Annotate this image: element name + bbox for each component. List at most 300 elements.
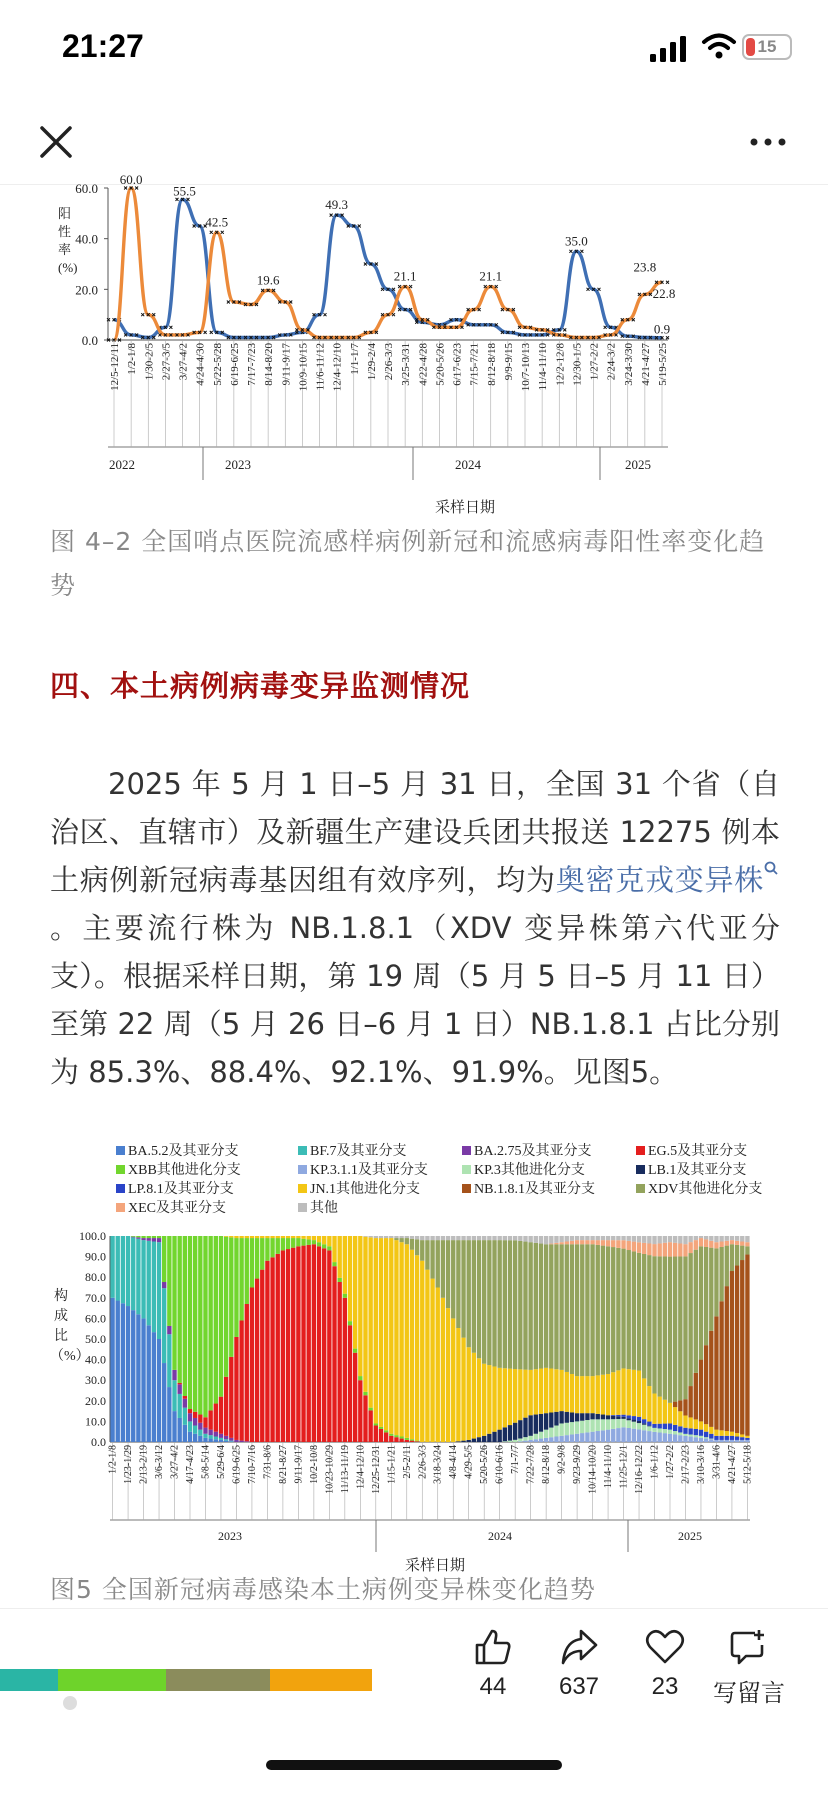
fig2-bar-segment bbox=[575, 1240, 579, 1244]
comment-button[interactable] bbox=[704, 1627, 794, 1708]
fig2-bar-segment bbox=[317, 1236, 321, 1242]
fig2-bar-segment bbox=[167, 1236, 171, 1326]
fig2-xtick-label: 5/12-5/18 bbox=[742, 1445, 754, 1484]
fig2-bar-segment bbox=[224, 1441, 228, 1442]
fig2-bar-segment bbox=[229, 1237, 233, 1356]
fig1-xtick-label: 12/5-12/11 bbox=[109, 343, 121, 391]
fig1-point-marker bbox=[295, 328, 298, 331]
fig2-bar-segment bbox=[415, 1255, 419, 1440]
fig2-bar-segment bbox=[632, 1420, 636, 1422]
fig2-bar-segment bbox=[627, 1250, 631, 1369]
fig1-xtick-label: 4/22-4/28 bbox=[417, 343, 430, 386]
fig2-bar-segment bbox=[719, 1430, 723, 1435]
fig2-bar-segment bbox=[621, 1368, 625, 1414]
fig2-bar-segment bbox=[657, 1243, 661, 1256]
fig2-bar-segment bbox=[384, 1432, 388, 1442]
fig2-bar-segment bbox=[214, 1432, 218, 1437]
fig2-bar-segment bbox=[265, 1261, 269, 1442]
fig2-ytick-label: 10.0 bbox=[85, 1414, 106, 1429]
fig2-bar-segment bbox=[116, 1301, 120, 1442]
fig2-bar-segment bbox=[740, 1241, 744, 1245]
fig2-bar-segment bbox=[544, 1438, 548, 1442]
fig2-bar-segment bbox=[632, 1242, 636, 1252]
fig2-bar-segment bbox=[590, 1244, 594, 1376]
fig2-bar-segment bbox=[281, 1236, 285, 1238]
fig2-bar-segment bbox=[709, 1427, 713, 1434]
fig2-bar-segment bbox=[719, 1440, 723, 1442]
fig2-bar-segment bbox=[688, 1428, 692, 1434]
fig2-bar-segment bbox=[172, 1411, 176, 1442]
fig2-bar-segment bbox=[301, 1246, 305, 1442]
fig2-bar-segment bbox=[621, 1236, 625, 1240]
fig2-bar-segment bbox=[208, 1430, 212, 1435]
battery-icon bbox=[742, 34, 792, 60]
fig2-bar-segment bbox=[704, 1236, 708, 1239]
fig2-bar-segment bbox=[286, 1238, 290, 1249]
article-paragraph bbox=[50, 760, 780, 1096]
fig2-xtick-label: 2/13-2/19 bbox=[138, 1445, 150, 1484]
fig1-point-marker bbox=[409, 285, 412, 288]
fig2-bar-segment bbox=[497, 1430, 501, 1442]
fig2-bar-segment bbox=[152, 1236, 156, 1238]
fig1-point-marker bbox=[563, 328, 566, 331]
fig2-legend-swatch bbox=[116, 1203, 125, 1212]
fig2-bar-segment bbox=[110, 1298, 114, 1442]
fig2-xtick-label: 7/31-8/6 bbox=[262, 1445, 274, 1479]
fig1-caption: 图 4–2 全国哨点医院流感样病例新冠和流感病毒阳性率变化趋势 bbox=[50, 527, 766, 600]
fig2-bar-segment bbox=[368, 1410, 372, 1442]
fig2-bar-segment bbox=[725, 1440, 729, 1442]
fig2-legend-label: LB.1及其亚分支 bbox=[648, 1163, 747, 1178]
fig2-bar-segment bbox=[647, 1244, 651, 1256]
fig2-bar-segment bbox=[363, 1395, 367, 1442]
fig2-bar-segment bbox=[415, 1239, 419, 1255]
fig2-bar-segment bbox=[673, 1236, 677, 1243]
fig2-bar-segment bbox=[245, 1236, 249, 1238]
fig2-bar-segment bbox=[570, 1412, 574, 1422]
fig2-bar-segment bbox=[420, 1261, 424, 1442]
fig2-bar-segment bbox=[590, 1240, 594, 1244]
fig2-bar-segment bbox=[714, 1436, 718, 1440]
fig2-bar-segment bbox=[534, 1236, 538, 1243]
fig2-bar-segment bbox=[193, 1426, 197, 1434]
fig2-bar-segment bbox=[596, 1240, 600, 1245]
fig2-bar-segment bbox=[368, 1408, 372, 1411]
fig2-bar-segment bbox=[203, 1434, 207, 1438]
fig2-xtick-label: 3/27-4/2 bbox=[169, 1445, 181, 1479]
fig2-bar-segment bbox=[745, 1236, 749, 1242]
fig2-xtick-label: 12/4-12/10 bbox=[355, 1445, 367, 1489]
fig2-bar-segment bbox=[147, 1325, 151, 1442]
fig2-bar-segment bbox=[647, 1255, 651, 1386]
fig2-bar-segment bbox=[575, 1236, 579, 1240]
fig1-xtick-label: 12/2-12/8 bbox=[554, 343, 567, 386]
para-text-2: 。主要流行株为 NB.1.8.1（XDV 变异株第六代亚分支）。根据采样日期，第 19 周（5 月 5 日–5 月 11 日）至第 22 周（5 月 26 日–6 月 1 日）NB.1.8.1 占比分别为 85.3%、88.4%、92.1%、91.9%。见图5。 bbox=[50, 911, 780, 1089]
fig2-bar-segment bbox=[673, 1257, 677, 1402]
fig2-xtick-label: 1/15-1/21 bbox=[386, 1445, 398, 1484]
fig2-bar-segment bbox=[683, 1428, 687, 1434]
fig2-xtick-label: 4/29-5/5 bbox=[463, 1445, 475, 1479]
fig2-bar-segment bbox=[518, 1438, 522, 1441]
fig2-ytick-label: 20.0 bbox=[85, 1393, 106, 1408]
fig2-bar-segment bbox=[503, 1240, 507, 1368]
like-button[interactable] bbox=[448, 1627, 538, 1701]
share-icon bbox=[559, 1627, 599, 1667]
fig2-bar-segment bbox=[735, 1266, 739, 1434]
fig2-ytick-label: 100.0 bbox=[79, 1229, 106, 1243]
fig1-xtick-label: 2/24-3/2 bbox=[605, 343, 618, 381]
fig2-bar-segment bbox=[415, 1441, 419, 1442]
fig2-bar-segment bbox=[663, 1433, 667, 1442]
fig2-bar-segment bbox=[399, 1238, 403, 1242]
virus-link[interactable] bbox=[556, 863, 780, 897]
fig2-xtick-label: 11/25-12/1 bbox=[618, 1445, 630, 1489]
fig2-bar-segment bbox=[570, 1244, 574, 1374]
fig2-bar-segment bbox=[735, 1236, 739, 1241]
fig2-bar-segment bbox=[363, 1237, 367, 1392]
fig2-bar-segment bbox=[152, 1332, 156, 1442]
fig2-bar-segment bbox=[239, 1441, 243, 1442]
fig2-bar-segment bbox=[389, 1238, 393, 1434]
fig2-bar-segment bbox=[570, 1241, 574, 1244]
fig2-bar-segment bbox=[147, 1238, 151, 1241]
fig2-bar-segment bbox=[322, 1244, 326, 1248]
fig2-bar-segment bbox=[399, 1439, 403, 1442]
fig1-point-marker bbox=[330, 214, 333, 217]
fig2-bar-segment bbox=[590, 1376, 594, 1413]
fig2-bar-segment bbox=[673, 1243, 677, 1257]
fig2-legend-label: XBB其他进化分支 bbox=[128, 1163, 241, 1178]
fig2-bar-segment bbox=[255, 1238, 259, 1279]
fig1-xtick-label: 1/29-2/4 bbox=[365, 343, 378, 381]
fig2-bar-segment bbox=[745, 1438, 749, 1440]
fig2-bar-segment bbox=[384, 1238, 388, 1430]
fig1-xtick-label: 11/4-11/10 bbox=[537, 343, 550, 391]
fig2-bar-segment bbox=[482, 1364, 486, 1436]
fig2-bar-segment bbox=[652, 1236, 656, 1244]
fig2-bar-segment bbox=[152, 1238, 156, 1241]
fig2-bar-segment bbox=[611, 1236, 615, 1240]
fig2-bar-segment bbox=[637, 1371, 641, 1417]
fig2-bar-segment bbox=[565, 1372, 569, 1412]
fig2-bar-segment bbox=[580, 1413, 584, 1421]
fig2-legend-swatch bbox=[116, 1184, 125, 1193]
variant-composition-chart bbox=[50, 1140, 780, 1580]
fig1-xtick-label: 11/6-11/12 bbox=[314, 343, 327, 391]
fig2-bar-segment bbox=[539, 1439, 543, 1442]
fig2-bar-segment bbox=[193, 1412, 197, 1418]
fig2-bar-segment bbox=[131, 1237, 135, 1310]
fig2-bar-segment bbox=[709, 1331, 713, 1427]
fig2-bar-segment bbox=[436, 1288, 440, 1443]
fig2-bar-segment bbox=[451, 1236, 455, 1240]
fig2-bar-segment bbox=[627, 1420, 631, 1428]
fig2-xtick-label: 7/22-7/28 bbox=[525, 1445, 537, 1484]
fig2-ytick-label: 0.0 bbox=[91, 1435, 106, 1449]
fig2-bar-segment bbox=[590, 1236, 594, 1240]
fig1-xlabel: 采样日期 bbox=[434, 500, 496, 516]
fig2-bar-segment bbox=[487, 1240, 491, 1365]
fig2-xtick-label: 12/16-12/22 bbox=[634, 1445, 646, 1494]
fig2-bar-segment bbox=[678, 1236, 682, 1244]
fig2-bar-segment bbox=[668, 1423, 672, 1429]
fig1-point-marker bbox=[210, 231, 213, 234]
fig2-bar-segment bbox=[652, 1428, 656, 1432]
fig2-bar-segment bbox=[616, 1248, 620, 1370]
fig2-bar-segment bbox=[523, 1236, 527, 1242]
fig2-bar-segment bbox=[472, 1240, 476, 1353]
fig2-year-label: 2024 bbox=[488, 1529, 512, 1543]
fig2-bar-segment bbox=[621, 1240, 625, 1248]
battery-level: 15 bbox=[757, 37, 777, 56]
fig2-bar-segment bbox=[688, 1417, 692, 1428]
fig2-bar-segment bbox=[477, 1236, 481, 1240]
fig2-bar-segment bbox=[183, 1399, 187, 1408]
fig2-bar-segment bbox=[554, 1244, 558, 1369]
fig2-bar-segment bbox=[601, 1236, 605, 1240]
fig2-bar-segment bbox=[735, 1433, 739, 1436]
fig2-bar-segment bbox=[673, 1425, 677, 1431]
fig2-bar-segment bbox=[162, 1282, 166, 1288]
fig2-bar-segment bbox=[446, 1236, 450, 1240]
fig2-bar-segment bbox=[394, 1437, 398, 1442]
comment-label: 写留言 bbox=[713, 1680, 785, 1707]
fig2-bar-segment bbox=[472, 1439, 476, 1442]
fig2-bar-segment bbox=[642, 1430, 646, 1442]
fig2-bar-segment bbox=[430, 1236, 434, 1240]
fig1-point-marker bbox=[324, 313, 327, 316]
fig2-bar-segment bbox=[250, 1236, 254, 1238]
fig1-xtick-label: 12/30-1/5 bbox=[571, 343, 584, 386]
fig1-peak-label: 23.8 bbox=[633, 259, 657, 275]
fig2-bar-segment bbox=[482, 1436, 486, 1442]
fig2-bar-segment bbox=[177, 1384, 181, 1394]
fig2-bar-segment bbox=[637, 1242, 641, 1253]
fig2-bar-segment bbox=[374, 1426, 378, 1442]
fig2-bar-segment bbox=[585, 1236, 589, 1240]
fig2-bar-segment bbox=[482, 1236, 486, 1240]
fig2-legend-swatch bbox=[636, 1165, 645, 1174]
fig2-bar-segment bbox=[678, 1244, 682, 1257]
fig2-bar-segment bbox=[683, 1415, 687, 1427]
fig2-bar-segment bbox=[730, 1432, 734, 1436]
search-icon[interactable] bbox=[764, 861, 780, 879]
fig2-xtick-label: 1/27-2/2 bbox=[665, 1445, 676, 1479]
fig1-year-label: 2022 bbox=[109, 457, 135, 472]
close-icon[interactable] bbox=[36, 122, 76, 162]
fig1-xtick-label: 2/26-3/3 bbox=[383, 343, 395, 381]
comment-add-icon bbox=[729, 1627, 769, 1667]
fig2-bar-segment bbox=[239, 1236, 243, 1238]
fig2-bar-segment bbox=[276, 1238, 280, 1254]
fig2-bar-segment bbox=[678, 1400, 682, 1411]
fig2-bar-segment bbox=[219, 1397, 223, 1434]
fig2-bar-segment bbox=[657, 1256, 661, 1396]
fig2-bar-segment bbox=[606, 1246, 610, 1374]
share-count: 637 bbox=[558, 1673, 600, 1700]
fig2-bar-segment bbox=[632, 1370, 636, 1416]
fig2-bar-segment bbox=[539, 1244, 543, 1369]
fig2-bar-segment bbox=[477, 1358, 481, 1437]
fig2-bar-segment bbox=[714, 1316, 718, 1429]
fig2-bar-segment bbox=[668, 1434, 672, 1442]
fig2-bar-segment bbox=[208, 1435, 212, 1438]
fig2-bar-segment bbox=[405, 1438, 409, 1440]
fig1-xtick-label: 1/1-1/7 bbox=[348, 343, 361, 375]
fig2-legend-swatch bbox=[636, 1184, 645, 1193]
share-button[interactable] bbox=[534, 1627, 624, 1701]
fig2-bar-segment bbox=[663, 1236, 667, 1243]
fig2-bar-segment bbox=[544, 1368, 548, 1413]
fig2-bar-segment bbox=[611, 1416, 615, 1419]
fig2-bar-segment bbox=[699, 1238, 703, 1246]
fig2-bar-segment bbox=[121, 1303, 125, 1442]
fig2-bar-segment bbox=[456, 1240, 460, 1328]
virus-link-text[interactable]: 奥密克戎变异株 bbox=[555, 863, 764, 897]
fig1-point-marker bbox=[375, 263, 378, 266]
fig1-xtick-label: 3/24-3/30 bbox=[622, 343, 635, 386]
fig2-bar-segment bbox=[394, 1435, 398, 1437]
fig2-bar-segment bbox=[332, 1262, 336, 1266]
fig2-bar-segment bbox=[307, 1236, 311, 1239]
fig2-bar-segment bbox=[492, 1366, 496, 1431]
fig2-legend-label: JN.1其他进化分支 bbox=[310, 1182, 421, 1197]
fig2-bar-segment bbox=[725, 1236, 729, 1241]
fig1-point-marker bbox=[587, 288, 590, 291]
fig2-bar-segment bbox=[224, 1436, 228, 1439]
fig2-bar-segment bbox=[451, 1318, 455, 1442]
fig2-xtick-label: 2/26-3/3 bbox=[417, 1445, 429, 1479]
fig2-bar-segment bbox=[229, 1441, 233, 1442]
fig2-bar-segment bbox=[725, 1431, 729, 1436]
fig2-legend-swatch bbox=[298, 1184, 307, 1193]
fig2-ytick-label: 30.0 bbox=[85, 1373, 106, 1388]
fig2-xtick-label: 9/2-9/8 bbox=[556, 1445, 568, 1474]
fig1-ytick-label: 20.0 bbox=[75, 282, 98, 298]
fig2-bar-segment bbox=[415, 1236, 419, 1239]
fig1-point-marker bbox=[569, 250, 572, 253]
fig2-bar-segment bbox=[616, 1415, 620, 1416]
fig2-bar-segment bbox=[358, 1380, 362, 1442]
fig2-bar-segment bbox=[559, 1436, 563, 1442]
fig2-xtick-label: 1/23-1/29 bbox=[123, 1445, 135, 1484]
fig2-bar-segment bbox=[250, 1238, 254, 1287]
fig1-peak-label: 21.1 bbox=[393, 268, 417, 284]
fig2-bar-segment bbox=[559, 1370, 563, 1411]
fig1-point-marker bbox=[221, 231, 224, 234]
fig2-bar-segment bbox=[183, 1425, 187, 1442]
fig2-bar-segment bbox=[410, 1441, 414, 1442]
favorite-button[interactable] bbox=[620, 1627, 710, 1701]
fig2-bar-segment bbox=[704, 1247, 708, 1345]
fig2-bar-segment bbox=[647, 1426, 651, 1427]
fig2-bar-segment bbox=[234, 1238, 238, 1337]
fig2-legend-label: BA.2.75及其亚分支 bbox=[474, 1144, 592, 1159]
fig2-bar-segment bbox=[719, 1247, 723, 1301]
fig1-xtick-label: 3/25-3/31 bbox=[400, 343, 413, 386]
more-icon[interactable] bbox=[746, 124, 790, 160]
fig2-bar-segment bbox=[281, 1238, 285, 1250]
fig2-bar-segment bbox=[260, 1236, 264, 1238]
fig1-ytick-label: 40.0 bbox=[75, 231, 98, 247]
fig2-xtick-label: 8/12-8/18 bbox=[541, 1445, 553, 1484]
fig2-bar-segment bbox=[203, 1438, 207, 1442]
fig2-bar-segment bbox=[307, 1245, 311, 1442]
fig1-ytick-label: 0.0 bbox=[81, 333, 98, 348]
fig2-bar-segment bbox=[554, 1236, 558, 1243]
fig1-point-marker bbox=[193, 225, 196, 228]
fig2-bar-segment bbox=[611, 1247, 615, 1372]
fig2-bar-segment bbox=[606, 1419, 610, 1429]
fig2-xtick-label: 9/11-9/17 bbox=[293, 1445, 305, 1484]
fig1-xtick-label: 8/12-8/18 bbox=[485, 343, 498, 386]
fig2-bar-segment bbox=[141, 1318, 145, 1442]
fig2-bar-segment bbox=[740, 1260, 744, 1434]
fig2-bar-segment bbox=[652, 1244, 656, 1256]
fig2-bar-segment bbox=[136, 1237, 140, 1238]
fig2-bar-segment bbox=[709, 1248, 713, 1331]
fig2-bar-segment bbox=[368, 1237, 372, 1407]
fig2-bar-segment bbox=[528, 1370, 532, 1415]
fig1-year-label: 2025 bbox=[625, 457, 651, 472]
fig2-bar-segment bbox=[637, 1236, 641, 1242]
fig2-bar-segment bbox=[699, 1360, 703, 1422]
fig1-peak-label: 42.5 bbox=[205, 214, 229, 230]
fig2-bar-segment bbox=[719, 1436, 723, 1440]
heart-icon bbox=[645, 1627, 685, 1667]
fig2-bar-segment bbox=[250, 1288, 254, 1443]
fig2-bar-segment bbox=[714, 1236, 718, 1242]
fig2-bar-segment bbox=[709, 1241, 713, 1248]
fig2-bar-segment bbox=[456, 1236, 460, 1240]
fig2-bar-segment bbox=[668, 1430, 672, 1434]
fig2-bar-segment bbox=[745, 1246, 749, 1254]
fig2-bar-segment bbox=[379, 1429, 383, 1442]
fig2-bar-segment bbox=[585, 1432, 589, 1442]
fig2-bar-segment bbox=[570, 1422, 574, 1434]
fig2-bar-segment bbox=[472, 1236, 476, 1240]
fig2-legend-swatch bbox=[462, 1165, 471, 1174]
fig2-xtick-label: 6/10-6/16 bbox=[494, 1445, 506, 1484]
fig2-bar-segment bbox=[559, 1411, 563, 1423]
fig2-bar-segment bbox=[740, 1246, 744, 1260]
fig1-peak-label: 35.0 bbox=[565, 233, 588, 249]
fig2-bar-segment bbox=[183, 1408, 187, 1425]
fig1-series-line-1 bbox=[114, 188, 662, 340]
fig2-bar-segment bbox=[198, 1236, 202, 1415]
favorite-count: 23 bbox=[651, 1673, 679, 1700]
fig1-peak-label: 19.6 bbox=[256, 272, 280, 288]
fig2-bar-segment bbox=[286, 1236, 290, 1238]
fig2-bar-segment bbox=[730, 1244, 734, 1271]
color-strip-decoration bbox=[0, 1655, 380, 1715]
fig2-xtick-label: 3/18-3/24 bbox=[432, 1445, 444, 1484]
fig2-ytick-label: 60.0 bbox=[85, 1311, 106, 1326]
fig2-bar-segment bbox=[270, 1236, 274, 1238]
fig2-bar-segment bbox=[678, 1411, 682, 1426]
fig2-bar-segment bbox=[642, 1378, 646, 1419]
fig1-xtick-label: 7/17-7/23 bbox=[246, 343, 258, 386]
fig2-bar-segment bbox=[647, 1236, 651, 1244]
fig2-bar-segment bbox=[606, 1415, 610, 1419]
fig2-bar-segment bbox=[384, 1430, 388, 1432]
fig2-bar-segment bbox=[611, 1372, 615, 1415]
fig2-bar-segment bbox=[467, 1240, 471, 1347]
fig1-xtick-label: 12/4-12/10 bbox=[331, 343, 344, 392]
fig2-bar-segment bbox=[544, 1430, 548, 1438]
fig2-bar-segment bbox=[399, 1236, 403, 1238]
fig2-legend-swatch bbox=[462, 1184, 471, 1193]
